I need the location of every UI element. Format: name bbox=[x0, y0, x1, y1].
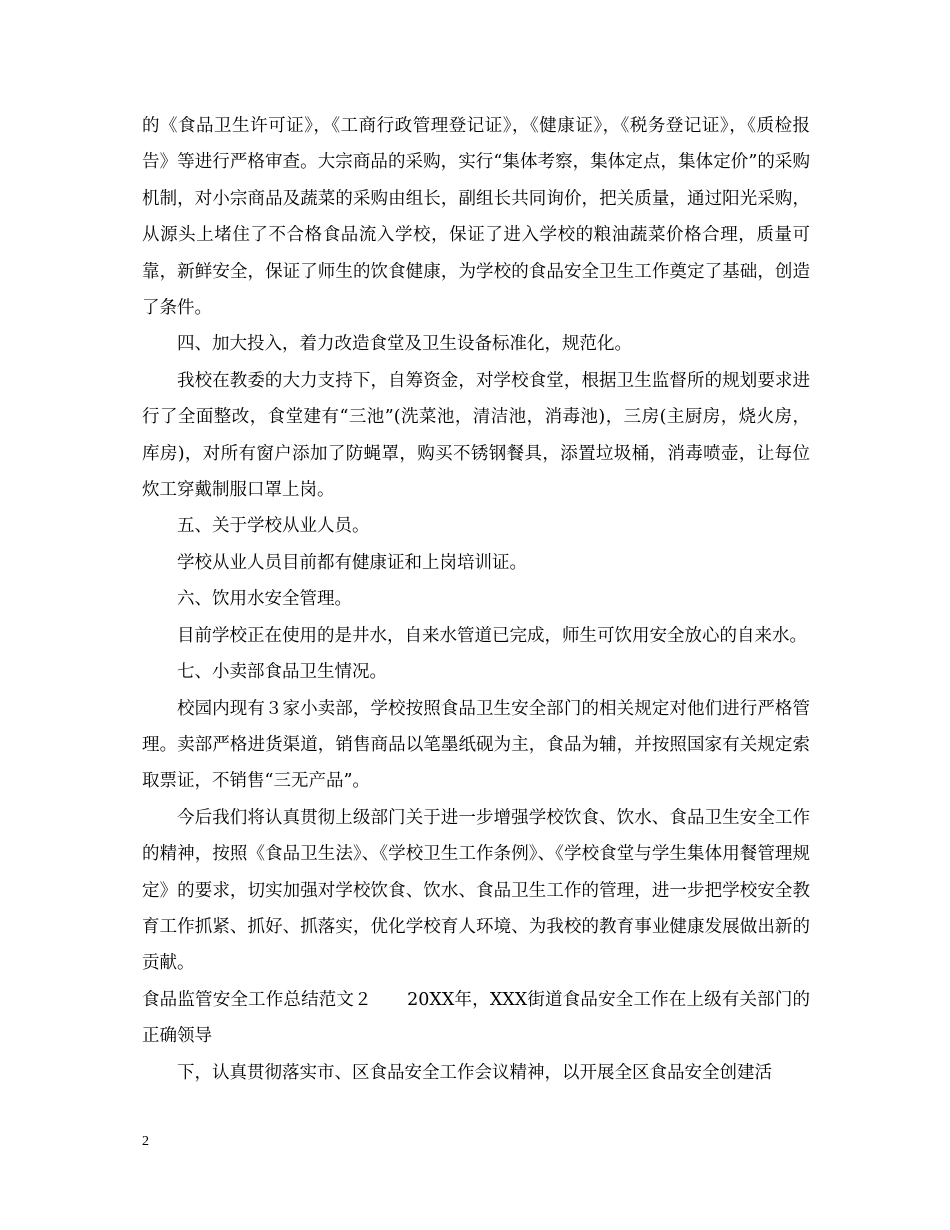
section-heading-7: 七、小卖部食品卫生情况。 bbox=[177, 662, 387, 683]
paragraph-10: 今后我们将认真贯彻上级部门关于进一步增强学校饮食、饮水、食品卫生安全工作的精神，按照《食品卫生法》、《学校卫生工作条例》、《学校食堂与学生集体用餐管理规定》的要求，切实加强对学校饮食、饮水、食品卫生工作的管理，进一步把学校安全教育工作抓紧、抓好、抓落实，优化学校育人环境、为我校的教育事业健康发展做出新的贡献。 bbox=[142, 807, 810, 974]
paragraph-3: 我校在教委的大力支持下，自筹资金，对学校食堂，根据卫生监督所的规划要求进行了全面整改，食堂建有“三池”(洗菜池，清洁池，消毒池)，三房(主厨房，烧火房，库房)，对所有窗户添加了防蝇罩，购买不锈钢餐具，添置垃圾桶，消毒喷壶，让每位炊工穿戴制服口罩上岗。 bbox=[142, 370, 810, 501]
document-body bbox=[142, 108, 810, 1091]
paragraph-7: 目前学校正在使用的是井水，自来水管道已完成，师生可饮用安全放心的自来水。 bbox=[177, 625, 807, 646]
section-heading-6: 六、饮用水安全管理。 bbox=[177, 589, 352, 610]
paragraph-1: 的《食品卫生许可证》，《工商行政管理登记证》，《健康证》，《税务登记证》，《质检报告》等进行严格审查。大宗商品的采购，实行“集体考察，集体定点，集体定价”的采购机制，对小宗商品及蔬菜的采购由组长，副组长共同询价，把关质量，通过阳光采购，从源头上堵住了不合格食品流入学校，保证了进入学校的粮油蔬菜价格合理，质量可靠，新鲜安全，保证了师生的饮食健康，为学校的食品安全卫生工作奠定了基础，创造了条件。 bbox=[142, 116, 810, 319]
paragraph-9: 校园内现有３家小卖部，学校按照食品卫生安全部门的相关规定对他们进行严格管理。卖部严格进货渠道，销售商品以笔墨纸砚为主，食品为辅，并按照国家有关规定索取票证，不销售“三无产品”。 bbox=[142, 698, 810, 792]
document-title-2: 食品监管安全工作总结范文２ 20XX年，XXX街道食品安全工作在上级有关部门的正确领导 bbox=[142, 989, 810, 1047]
section-heading-5: 五、关于学校从业人员。 bbox=[177, 516, 370, 537]
paragraph-12: 下，认真贯彻落实市、区食品安全工作会议精神，以开展全区食品安全创建活 bbox=[177, 1062, 772, 1083]
section-heading-4: 四、加大投入，着力改造食堂及卫生设备标准化，规范化。 bbox=[177, 334, 632, 355]
page-number: 2 bbox=[142, 1134, 149, 1149]
paragraph-5: 学校从业人员目前都有健康证和上岗培训证。 bbox=[177, 552, 527, 573]
